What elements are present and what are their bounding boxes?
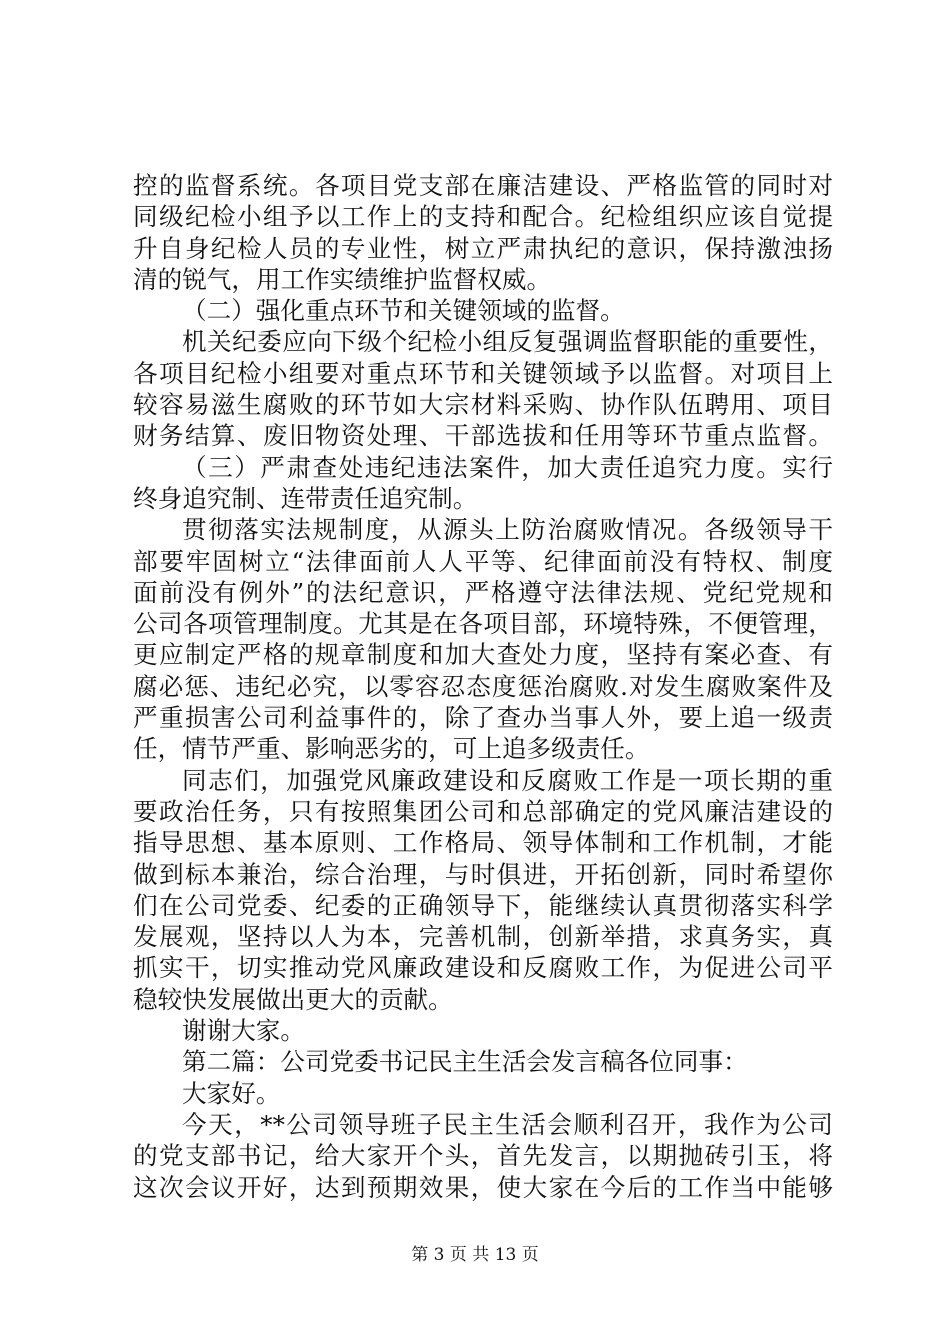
- text-line: 终身追究制、连带责任追究制。: [133, 483, 478, 513]
- text-line: （二）强化重点环节和关键领域的监督。: [182, 296, 625, 326]
- text-line: 升自身纪检人员的专业性，树立严肃执纪的意识，保持激浊扬: [133, 233, 833, 263]
- text-line: 发展观，坚持以人为本，完善机制，创新举措，求真务实，真: [133, 922, 833, 952]
- text-line: 们在公司党委、纪委的正确领导下，能继续认真贯彻落实科学: [133, 890, 833, 920]
- text-line: 抓实干，切实推动党风廉政建设和反腐败工作，为促进公司平: [133, 953, 833, 983]
- text-line: 公司各项管理制度。尤其是在各项目部，环境特殊，不便管理，: [133, 609, 833, 639]
- text-line: 控的监督系统。各项目党支部在廉洁建设、严格监管的同时对: [133, 171, 833, 200]
- text-line: 贯彻落实法规制度，从源头上防治腐败情况。各级领导干: [182, 515, 833, 545]
- text-line: 第二篇：公司党委书记民主生活会发言稿各位同事：: [182, 1047, 748, 1077]
- text-line: 稳较快发展做出更大的贡献。: [133, 984, 453, 1014]
- text-line: 这次会议开好，达到预期效果，使大家在今后的工作当中能够: [133, 1172, 833, 1202]
- text-line: 要政治任务，只有按照集团公司和总部确定的党风廉洁建设的: [133, 796, 833, 826]
- text-line: 做到标本兼治，综合治理，与时俱进，开拓创新，同时希望你: [133, 859, 833, 889]
- text-line: 各项目纪检小组要对重点环节和关键领域予以监督。对项目上: [133, 358, 833, 388]
- document-body: [133, 170, 833, 1203]
- text-line: 任，情节严重、影响恶劣的，可上追多级责任。: [133, 734, 650, 764]
- text-line: 部要牢固树立“法律面前人人平等、纪律面前没有特权、制度: [133, 546, 833, 576]
- text-line: 严重损害公司利益事件的，除了查办当事人外，要上追一级责: [133, 703, 833, 733]
- text-line: （三）严肃查处违纪违法案件，加大责任追究力度。实行: [182, 452, 833, 482]
- text-line: 指导思想、基本原则、工作格局、领导体制和工作机制，才能: [133, 828, 833, 858]
- text-line: 今天，**公司领导班子民主生活会顺利召开，我作为公司: [182, 1109, 833, 1139]
- text-line: 同志们，加强党风廉政建设和反腐败工作是一项长期的重: [182, 765, 833, 795]
- page-footer: 第 3 页 共 13 页: [411, 1245, 539, 1265]
- text-line: 较容易滋生腐败的环节如大宗材料采购、协作队伍聘用、项目: [133, 390, 833, 420]
- text-line: 腐必惩、违纪必究，以零容忍态度惩治腐败.对发生腐败案件及: [133, 671, 833, 701]
- text-line: 财务结算、废旧物资处理、干部选拔和任用等环节重点监督。: [133, 421, 833, 451]
- text-line: 大家好。: [182, 1078, 281, 1108]
- text-line: 机关纪委应向下级个纪检小组反复强调监督职能的重要性，: [182, 327, 833, 357]
- text-line: 谢谢大家。: [182, 1016, 305, 1046]
- text-line: 的党支部书记，给大家开个头，首先发言，以期抛砖引玉，将: [133, 1141, 833, 1171]
- text-line: 清的锐气，用工作实绩维护监督权威。: [133, 264, 552, 294]
- text-line: 更应制定严格的规章制度和加大查处力度，坚持有案必查、有: [133, 640, 833, 670]
- text-line: 面前没有例外”的法纪意识，严格遵守法律法规、党纪党规和: [133, 577, 833, 607]
- text-line: 同级纪检小组予以工作上的支持和配合。纪检组织应该自觉提: [133, 202, 833, 232]
